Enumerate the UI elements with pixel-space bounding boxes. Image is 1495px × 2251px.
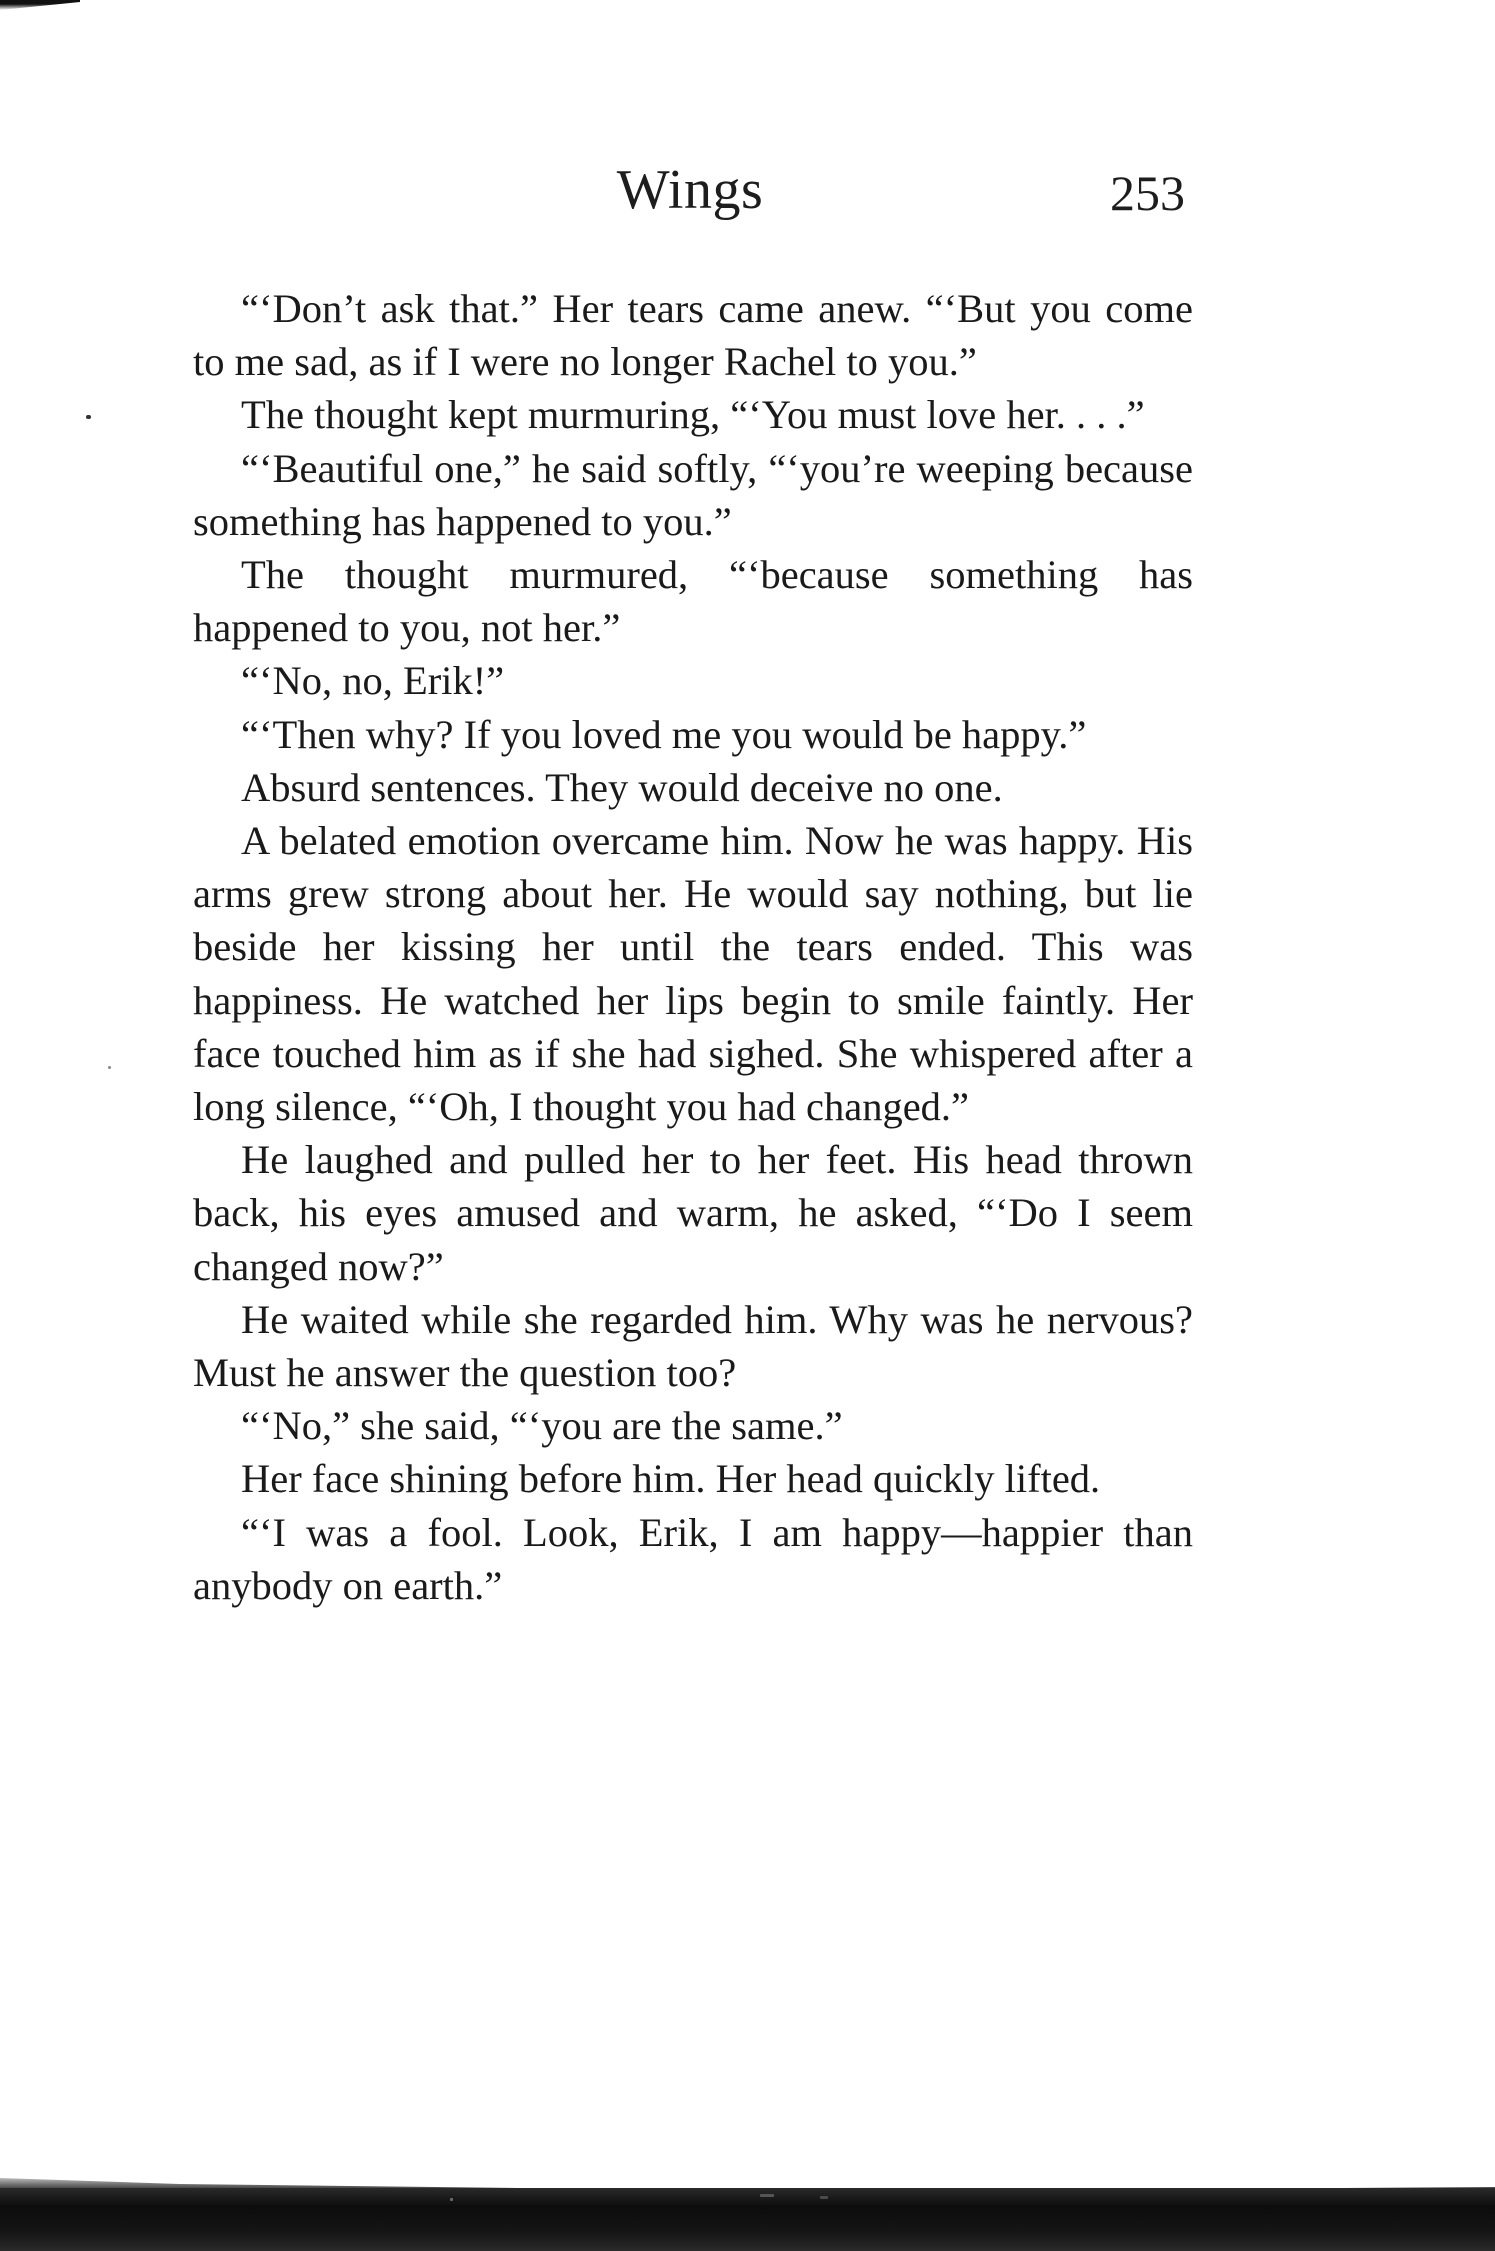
scan-bottom-shadow	[0, 2188, 1495, 2251]
page-number: 253	[1110, 165, 1185, 221]
paragraph: “‘I was a fool. Look, Erik, I am happy—happier than anybody on earth.”	[193, 1509, 1193, 1608]
paragraph: The thought murmured, “‘because something has happened to you, not her.”	[193, 552, 1193, 651]
page-header	[0, 158, 1495, 228]
paragraph: “‘No, no, Erik!”	[241, 658, 505, 704]
running-title: Wings	[616, 159, 764, 221]
scan-corner-mark	[0, 0, 80, 10]
paragraph: “‘Don’t ask that.” Her tears came anew. “‘But you come to me sad, as if I were no longer Rachel to you.”	[193, 286, 1193, 385]
paragraph: A belated emotion overcame him. Now he was happy. His arms grew strong about her. He would say nothing, but lie beside her kissing her until the tears ended. This was happiness. He watched her lips begin to smile faintly. Her face touched him as if she had sighed. She whispered after a long silence, “‘Oh, I thought you had changed.”	[193, 818, 1193, 1130]
paragraph: He waited while she regarded him. Why was he nervous? Must he answer the question too?	[193, 1296, 1193, 1396]
paragraph: “‘Beautiful one,” he said softly, “‘you’re weeping because something has happened to you.”	[193, 445, 1193, 544]
paragraph: He laughed and pulled her to her feet. His head thrown back, his eyes amused and warm, he asked, “‘Do I seem changed now?”	[193, 1137, 1193, 1289]
body-text	[193, 282, 1193, 1612]
band-speck	[760, 2194, 774, 2197]
paragraph: “‘No,” she said, “‘you are the same.”	[241, 1403, 843, 1449]
paragraph: The thought kept murmuring, “‘You must love her. . . .”	[241, 392, 1145, 438]
paragraph: Absurd sentences. They would deceive no one.	[241, 764, 1003, 810]
band-speck	[820, 2196, 828, 2199]
paragraph: Her face shining before him. Her head quickly lifted.	[241, 1456, 1101, 1502]
paragraph: “‘Then why? If you loved me you would be happy.”	[241, 711, 1087, 757]
margin-speck	[86, 415, 91, 419]
margin-speck	[108, 1066, 111, 1069]
band-speck	[450, 2198, 453, 2201]
